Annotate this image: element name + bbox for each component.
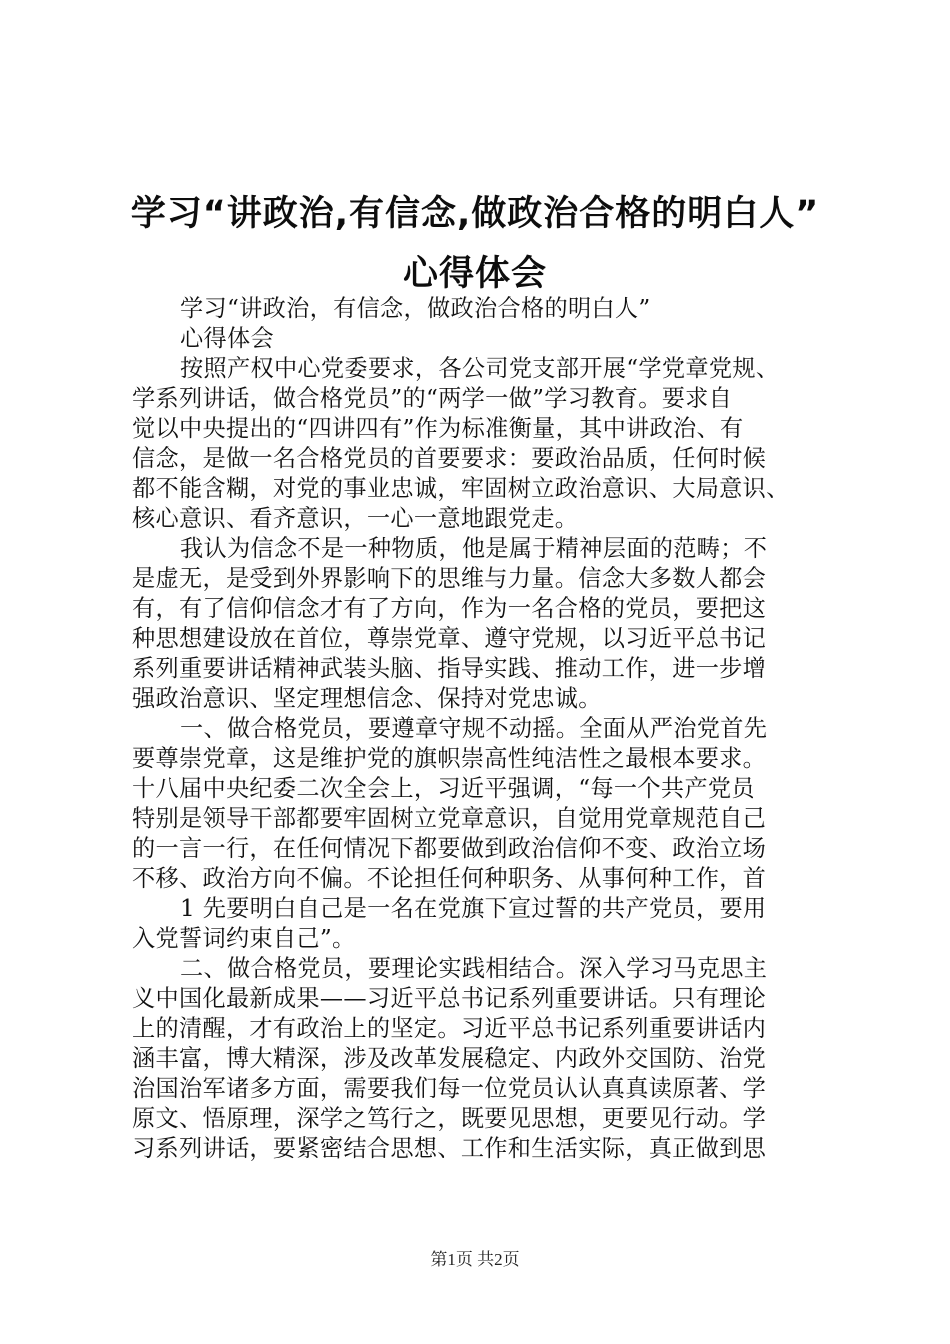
text-line: 习系列讲话，要紧密结合思想、工作和生活实际，真正做到思 xyxy=(132,1135,767,1162)
text-line: 的一言一行，在任何情况下都要做到政治信仰不变、政治立场 xyxy=(132,835,767,862)
text-line: 不移、政治方向不偏。不论担任何种职务、从事何种工作，首 xyxy=(132,865,767,892)
text-line: 系列重要讲话精神武装头脑、指导实践、推动工作，进一步增 xyxy=(132,655,767,682)
text-line: 心得体会 xyxy=(180,325,274,352)
text-line: 学系列讲话，做合格党员”的“两学一做”学习教育。要求自 xyxy=(132,385,733,412)
text-line: 我认为信念不是一种物质，他是属于精神层面的范畴；不 xyxy=(180,535,768,562)
text-line: 入党誓词约束自己”。 xyxy=(132,925,356,952)
text-line: 按照产权中心党委要求，各公司党支部开展“学党章党规、 xyxy=(180,355,780,382)
text-line: 上的清醒，才有政治上的坚定。习近平总书记系列重要讲话内 xyxy=(132,1015,767,1042)
text-line: 特别是领导干部都要牢固树立党章意识，自觉用党章规范自己 xyxy=(132,805,767,832)
text-line: 治国治军诸多方面，需要我们每一位党员认认真真读原著、学 xyxy=(132,1075,767,1102)
text-line: 要尊崇党章，这是维护党的旗帜崇高性纯洁性之最根本要求。 xyxy=(132,745,767,772)
text-line: 核心意识、看齐意识，一心一意地跟党走。 xyxy=(132,505,579,532)
text-line: 学习“讲政治，有信念，做政治合格的明白人” xyxy=(180,295,651,322)
text-line: 是虚无，是受到外界影响下的思维与力量。信念大多数人都会 xyxy=(132,565,767,592)
text-line: 义中国化最新成果——习近平总书记系列重要讲话。只有理论 xyxy=(132,985,767,1012)
document-title-line-2: 心得体会 xyxy=(402,254,547,294)
text-line: 信念，是做一名合格党员的首要要求：要政治品质，任何时候 xyxy=(132,445,767,472)
document-body xyxy=(132,294,832,1164)
text-line: 强政治意识、坚定理想信念、保持对党忠诚。 xyxy=(132,685,602,712)
page-footer: 第1页 共2页 xyxy=(430,1250,520,1269)
text-line: 涵丰富，博大精深，涉及改革发展稳定、内政外交国防、治党 xyxy=(132,1045,767,1072)
text-line: 种思想建设放在首位，尊崇党章、遵守党规，以习近平总书记 xyxy=(132,625,767,652)
text-line: 原文、悟原理，深学之笃行之，既要见思想，更要见行动。学 xyxy=(132,1105,767,1132)
text-line: 有，有了信仰信念才有了方向，作为一名合格的党员，要把这 xyxy=(132,595,767,622)
text-line: 十八届中央纪委二次全会上，习近平强调，“每一个共产党员 xyxy=(132,775,755,802)
text-line: 都不能含糊，对党的事业忠诚，牢固树立政治意识、大局意识、 xyxy=(132,475,790,502)
text-line: 二、做合格党员，要理论实践相结合。深入学习马克思主 xyxy=(180,955,768,982)
text-line: 1 先要明白自己是一名在党旗下宣过誓的共产党员，要用 xyxy=(180,895,767,922)
document-title-line-1: 学习“讲政治,有信念,做政治合格的明白人” xyxy=(130,194,820,234)
text-line: 一、做合格党员，要遵章守规不动摇。全面从严治党首先 xyxy=(180,715,768,742)
text-line: 觉以中央提出的“四讲四有”作为标准衡量，其中讲政治、有 xyxy=(132,415,744,442)
